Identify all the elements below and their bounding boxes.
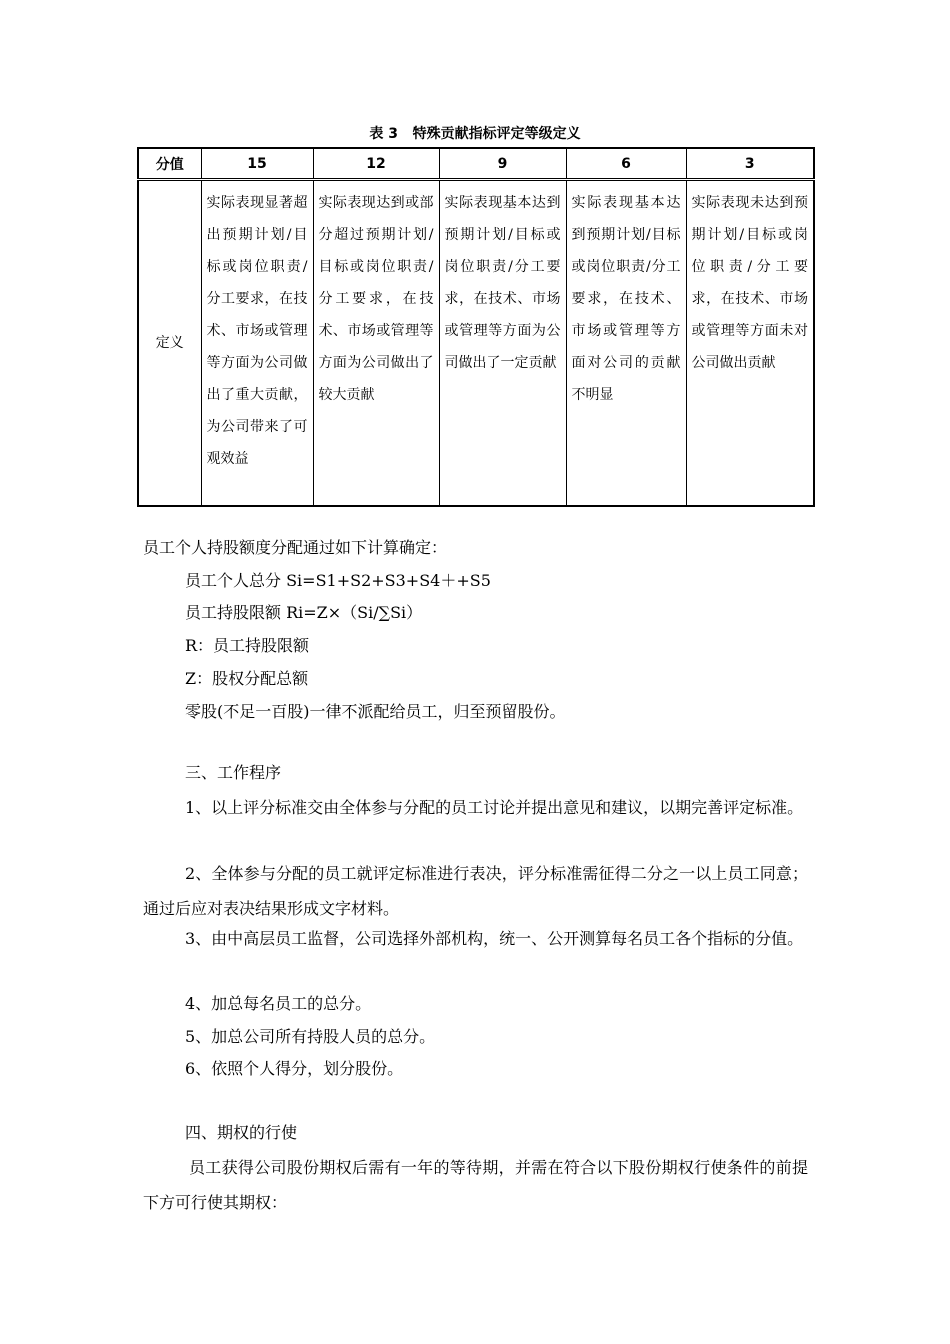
formula-total: 员工个人总分 Si=S1+S2+S3+S4＋+S5 — [185, 571, 491, 590]
procedure-step: 3、由中高层员工监督，公司选择外部机构，统一、公开测算每名员工各个指标的分值。 — [185, 929, 804, 948]
definition-cell-12 — [313, 180, 439, 507]
procedure-step: 4、加总每名员工的总分。 — [185, 994, 372, 1013]
definition-text: 实际表现基本达到预期计划/目标或岗位职责/分工要求，在技术、市场或管理等方面为公司做出了一定贡献 — [444, 195, 561, 371]
section-heading-exercise: 四、期权的行使 — [185, 1123, 298, 1142]
definition-cell-6 — [566, 180, 686, 507]
row-label: 定义 — [138, 180, 201, 507]
formula-limit: 员工持股限额 Ri=Z×（Si/∑Si） — [185, 603, 423, 622]
procedure-step: 5、加总公司所有持股人员的总分。 — [185, 1027, 436, 1046]
calc-intro: 员工个人持股额度分配通过如下计算确定： — [143, 538, 448, 557]
r-definition: R：员工持股限额 — [185, 636, 310, 655]
procedure-step: 2、全体参与分配的员工就评定标准进行表决，评分标准需征得二分之一以上员工同意；通过后应对表决结果形成文字材料。 — [143, 864, 808, 918]
z-definition: Z：股权分配总额 — [185, 669, 309, 688]
table-definition-row — [138, 180, 814, 507]
section-heading-procedure: 三、工作程序 — [185, 763, 282, 782]
procedure-step: 6、依照个人得分，划分股份。 — [185, 1059, 404, 1078]
table-caption: 表 3 特殊贡献指标评定等级定义 — [369, 126, 581, 142]
score-9: 9 — [439, 148, 566, 180]
definition-text: 实际表现基本达到预期计划/目标或岗位职责/分工要求，在技术、市场或管理等方面对公司的贡献不明显 — [571, 195, 681, 403]
definition-cell-3 — [686, 180, 814, 507]
score-6: 6 — [566, 148, 686, 180]
definition-text: 实际表现显著超出预期计划/目标或岗位职责/分工要求，在技术、市场或管理等方面为公司做出了重大贡献，为公司带来了可观效益 — [206, 195, 308, 467]
grade-definition-table — [137, 147, 815, 507]
definition-cell-15 — [201, 180, 313, 507]
exercise-text: 员工获得公司股份期权后需有一年的等待期，并需在符合以下股份期权行使条件的前提下方可行使其期权： — [143, 1158, 808, 1212]
odd-lot-rule: 零股(不足一百股)一律不派配给员工，归至预留股份。 — [185, 702, 566, 721]
header-label: 分值 — [138, 148, 201, 180]
table-header-row — [138, 148, 814, 180]
score-12: 12 — [313, 148, 439, 180]
score-3: 3 — [686, 148, 814, 180]
definition-text: 实际表现未达到预期计划/目标或岗位职责/分工要求，在技术、市场或管理等方面未对公司做出贡献 — [691, 195, 808, 371]
score-15: 15 — [201, 148, 313, 180]
procedure-step: 1、以上评分标准交由全体参与分配的员工讨论并提出意见和建议，以期完善评定标准。 — [185, 798, 804, 817]
definition-text: 实际表现达到或部分超过预期计划/目标或岗位职责/分工要求，在技术、市场或管理等方面为公司做出了较大贡献 — [318, 195, 434, 403]
definition-cell-9 — [439, 180, 566, 507]
